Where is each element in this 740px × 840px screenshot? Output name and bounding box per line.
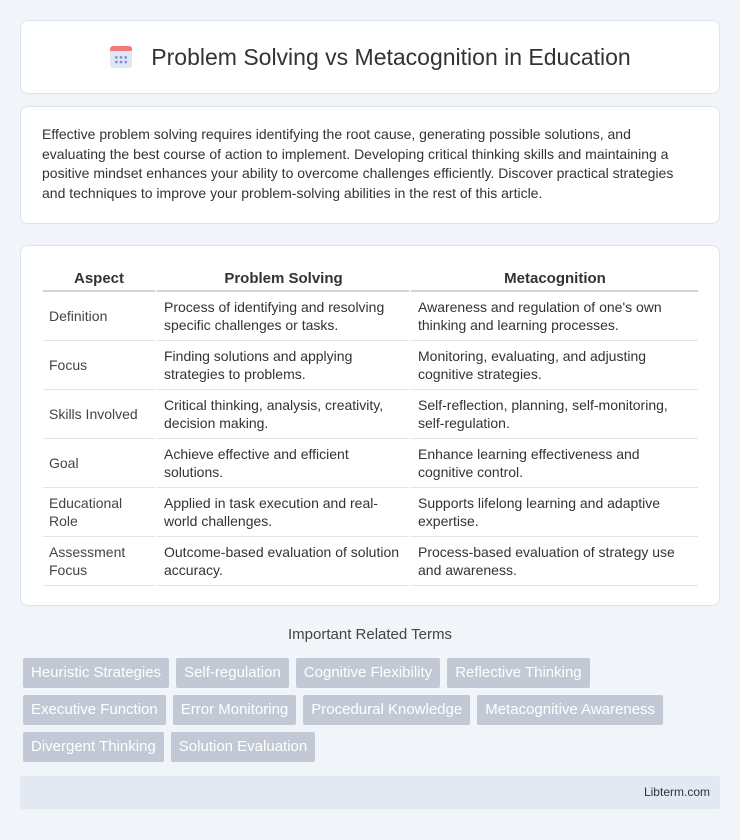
related-term-tag[interactable]: Error Monitoring bbox=[173, 695, 297, 725]
related-term-tag[interactable]: Executive Function bbox=[23, 695, 166, 725]
metacognition-cell: Awareness and regulation of one's own thinking and learning processes. bbox=[409, 292, 698, 341]
comparison-table bbox=[43, 266, 698, 586]
problem-solving-cell: Process of identifying and resolving specific challenges or tasks. bbox=[155, 292, 409, 341]
problem-solving-cell: Finding solutions and applying strategies to problems. bbox=[155, 341, 409, 390]
table-row bbox=[43, 341, 698, 390]
aspect-cell: Assessment Focus bbox=[43, 537, 155, 586]
metacognition-cell: Supports lifelong learning and adaptive expertise. bbox=[409, 488, 698, 537]
table-row bbox=[43, 390, 698, 439]
table-row bbox=[43, 292, 698, 341]
metacognition-cell: Enhance learning effectiveness and cognitive control. bbox=[409, 439, 698, 488]
intro-card bbox=[20, 106, 720, 224]
problem-solving-cell: Achieve effective and efficient solutions. bbox=[155, 439, 409, 488]
problem-solving-cell: Applied in task execution and real-world challenges. bbox=[155, 488, 409, 537]
related-term-tag[interactable]: Solution Evaluation bbox=[171, 732, 315, 762]
related-terms-title: Important Related Terms bbox=[288, 626, 452, 643]
header-aspect: Aspect bbox=[43, 266, 155, 292]
header-problem-solving: Problem Solving bbox=[155, 266, 409, 292]
table-row bbox=[43, 488, 698, 537]
related-term-tag[interactable]: Metacognitive Awareness bbox=[477, 695, 663, 725]
problem-solving-cell: Outcome-based evaluation of solution accuracy. bbox=[155, 537, 409, 586]
aspect-cell: Definition bbox=[43, 292, 155, 341]
metacognition-cell: Self-reflection, planning, self-monitoring, self-regulation. bbox=[409, 390, 698, 439]
related-term-tag[interactable]: Self-regulation bbox=[176, 658, 289, 688]
related-terms-list bbox=[23, 658, 713, 762]
metacognition-cell: Monitoring, evaluating, and adjusting cognitive strategies. bbox=[409, 341, 698, 390]
calendar-icon bbox=[109, 45, 133, 69]
aspect-cell: Goal bbox=[43, 439, 155, 488]
footer bbox=[20, 776, 720, 809]
footer-site-link[interactable]: Libterm.com bbox=[643, 785, 710, 799]
related-term-tag[interactable]: Heuristic Strategies bbox=[23, 658, 169, 688]
aspect-cell: Focus bbox=[43, 341, 155, 390]
comparison-table-card bbox=[20, 245, 720, 606]
intro-text: Effective problem solving requires identifying the root cause, generating possible solutions, and evaluating the best course of action to implement. Developing critical thinking skills and maintaining a positive mindset enhances your ability to overcome challenges efficiently. Discover practical strategies and techniques to improve your problem-solving abilities in the rest of this article. bbox=[42, 126, 674, 201]
aspect-cell: Skills Involved bbox=[43, 390, 155, 439]
table-row bbox=[43, 439, 698, 488]
header-metacognition: Metacognition bbox=[409, 266, 698, 292]
table-header-row bbox=[43, 266, 698, 292]
page-title: Problem Solving vs Metacognition in Education bbox=[151, 43, 631, 70]
metacognition-cell: Process-based evaluation of strategy use and awareness. bbox=[409, 537, 698, 586]
aspect-cell: Educational Role bbox=[43, 488, 155, 537]
related-term-tag[interactable]: Cognitive Flexibility bbox=[296, 658, 440, 688]
related-term-tag[interactable]: Reflective Thinking bbox=[447, 658, 589, 688]
related-term-tag[interactable]: Procedural Knowledge bbox=[303, 695, 470, 725]
header-card bbox=[20, 20, 720, 94]
related-term-tag[interactable]: Divergent Thinking bbox=[23, 732, 164, 762]
problem-solving-cell: Critical thinking, analysis, creativity, decision making. bbox=[155, 390, 409, 439]
table-row bbox=[43, 537, 698, 586]
